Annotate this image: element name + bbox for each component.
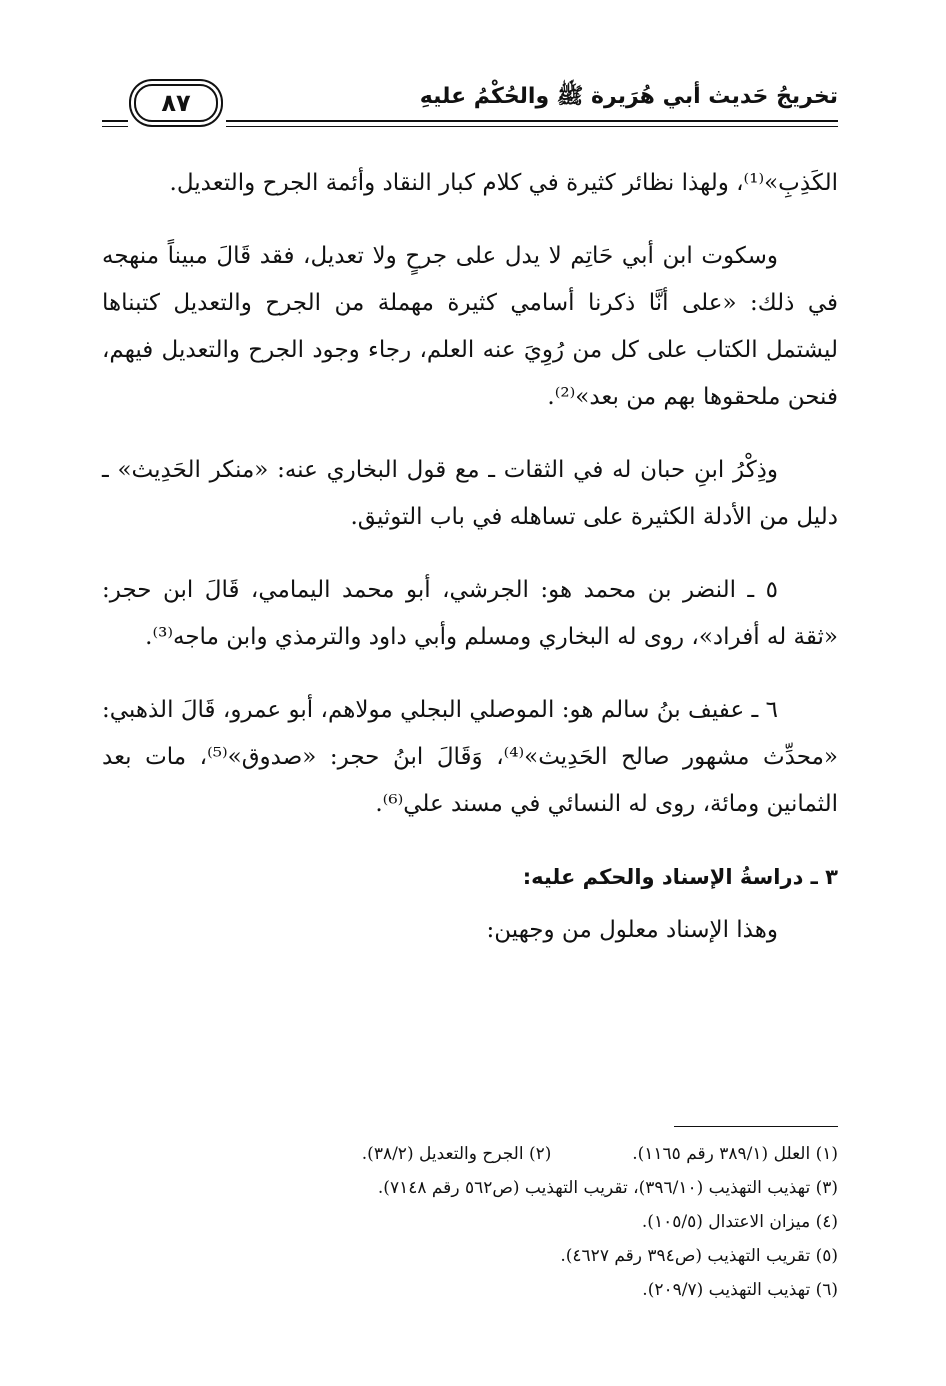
footnote-5: (٥) تقريب التهذيب (ص٣٩٤ رقم ٤٦٢٧). bbox=[560, 1246, 838, 1266]
header-rule bbox=[226, 120, 838, 122]
footnotes bbox=[102, 1137, 838, 1307]
footnote-1: (١) العلل (٣٨٩/١ رقم ١١٦٥). bbox=[632, 1144, 838, 1164]
footnote-4: (٤) ميزان الاعتدال (١٠٥/٥). bbox=[641, 1212, 838, 1232]
header-rule bbox=[102, 126, 128, 127]
running-title: تخريجُ حَديث أبي هُرَيرة ﷺ والحُكْمُ عليهِ bbox=[419, 84, 838, 109]
footnote-3: (٣) تهذيب التهذيب (٣٩٦/١٠)، تقريب التهذيب (ص٥٦٢ رقم ٧١٤٨). bbox=[377, 1178, 838, 1198]
paragraph: ٦ ـ عفيف بنُ سالم هو: الموصلي البجلي مولاهم، أبو عمرو، قَالَ الذهبي: «محدِّث مشهور صالح الحَدِيث»⁽⁴⁾، وَقَالَ ابنُ حجر: «صدوق»⁽⁵⁾، مات بعد الثمانين ومائة، روى له النسائي في مسند علي⁽⁶⁾. bbox=[102, 697, 838, 817]
footnote-6: (٦) تهذيب التهذيب (٢٠٩/٧). bbox=[642, 1280, 838, 1300]
paragraph: وسكوت ابن أبي حَاتِم لا يدل على جرحٍ ولا تعديل، فقد قَالَ مبيناً منهجه في ذلك: «على أنَّا ذكرنا أسامي كثيرة مهملة من الجرح والتعديل كتبناها ليشتمل الكتاب على كل من رُوِيَ عنه العلم، رجاء وجود الجرح والتعديل فيهم، فنحن ملحقوها بهم من بعد»⁽²⁾. bbox=[102, 243, 838, 410]
page-header bbox=[102, 80, 838, 130]
footnote-line bbox=[102, 1137, 838, 1171]
paragraph: وهذا الإسناد معلول من وجهين: bbox=[486, 917, 778, 943]
section-heading: ٣ ـ دراسةُ الإسناد والحكم عليه: bbox=[522, 865, 838, 889]
paragraph: ٥ ـ النضر بن محمد هو: الجرشي، أبو محمد اليمامي، قَالَ ابن حجر: «ثقة له أفراد»، روى له البخاري ومسلم وأبي داود والترمذي وابن ماجه⁽³⁾. bbox=[102, 577, 838, 650]
header-rule bbox=[102, 120, 128, 122]
main-text bbox=[102, 160, 838, 980]
footnote-2: (٢) الجرح والتعديل (٣٨/٢). bbox=[361, 1144, 552, 1164]
paragraph: وذِكْرُ ابنِ حبان له في الثقات ـ مع قول البخاري عنه: «منكر الحَدِيث» ـ دليل من الأدلة الكثيرة على تساهله في باب التوثيق. bbox=[102, 457, 838, 530]
page-number: ٨٧ bbox=[134, 84, 218, 122]
paragraph: الكَذِبِ»⁽¹⁾، ولهذا نظائر كثيرة في كلام كبار النقاد وأئمة الجرح والتعديل. bbox=[169, 170, 838, 196]
header-rule bbox=[226, 126, 838, 127]
footnote-separator bbox=[674, 1126, 838, 1127]
